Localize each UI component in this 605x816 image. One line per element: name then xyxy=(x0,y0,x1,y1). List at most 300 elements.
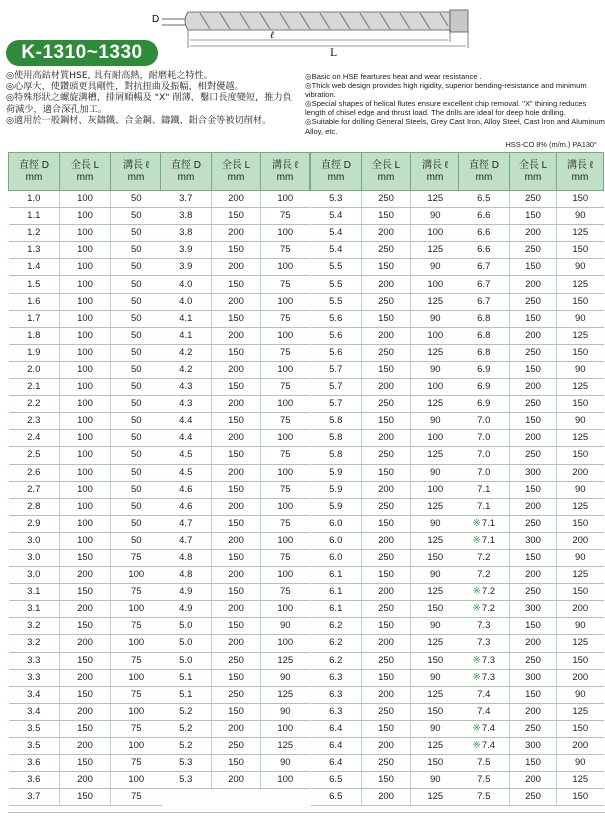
table-row xyxy=(311,601,460,618)
bottom-divider xyxy=(8,812,605,813)
cell-flute-length: 100 xyxy=(261,464,310,481)
cell-flute-length: 75 xyxy=(111,789,162,806)
description-english xyxy=(305,72,605,136)
cell-diameter: 2.9 xyxy=(9,515,60,532)
cell-flute-length: 90 xyxy=(411,464,460,481)
table-row xyxy=(459,549,604,566)
cell-flute-length: 75 xyxy=(261,515,310,532)
cell-diameter: 7.2 xyxy=(459,549,510,566)
cell-flute-length: 200 xyxy=(557,669,604,686)
cell-flute-length: 90 xyxy=(411,310,460,327)
cell-diameter: 4.6 xyxy=(161,498,212,515)
header-flute-length: 溝長 ℓ mm xyxy=(411,153,460,191)
cell-total-length: 100 xyxy=(60,532,111,549)
cell-diameter: 4.7 xyxy=(161,515,212,532)
cell-diameter: 2.6 xyxy=(9,464,60,481)
cell-diameter: 1.0 xyxy=(9,191,60,208)
table-row xyxy=(311,208,460,225)
table-row xyxy=(311,755,460,772)
cell-total-length: 200 xyxy=(510,225,557,242)
table-row xyxy=(459,481,604,498)
cell-diameter: 3.0 xyxy=(9,532,60,549)
cell-diameter: 6.3 xyxy=(311,703,362,720)
cell-diameter: 5.3 xyxy=(161,755,212,772)
cell-total-length: 250 xyxy=(510,293,557,310)
table-row xyxy=(459,669,604,686)
table-row xyxy=(161,669,310,686)
table-row xyxy=(311,259,460,276)
table-row xyxy=(459,686,604,703)
cell-total-length: 150 xyxy=(60,686,111,703)
cell-flute-length: 90 xyxy=(557,549,604,566)
cell-flute-length: 90 xyxy=(261,703,310,720)
material-spec: HSS-CO 8% (m/m.) PA130° xyxy=(505,140,597,149)
table-row xyxy=(311,498,460,515)
cell-total-length: 100 xyxy=(60,379,111,396)
cell-diameter: 6.1 xyxy=(311,567,362,584)
cell-flute-length: 90 xyxy=(557,259,604,276)
cell-total-length: 300 xyxy=(510,464,557,481)
cell-total-length: 250 xyxy=(362,191,411,208)
cell-flute-length: 125 xyxy=(411,396,460,413)
cell-total-length: 150 xyxy=(510,549,557,566)
cell-flute-length: 200 xyxy=(557,738,604,755)
cell-flute-length: 200 xyxy=(557,532,604,549)
cell-flute-length: 90 xyxy=(557,361,604,378)
cell-flute-length: 75 xyxy=(111,549,162,566)
table-row xyxy=(9,379,162,396)
cell-flute-length: 75 xyxy=(261,481,310,498)
cell-total-length: 250 xyxy=(362,447,411,464)
table-row xyxy=(9,498,162,515)
cell-diameter: 3.9 xyxy=(161,242,212,259)
size-table-4 xyxy=(458,152,604,806)
table-row xyxy=(459,515,604,532)
cell-flute-length: 150 xyxy=(411,703,460,720)
cell-flute-length: 90 xyxy=(411,259,460,276)
cell-diameter: 5.3 xyxy=(311,191,362,208)
table-row xyxy=(459,396,604,413)
table-row xyxy=(161,208,310,225)
cell-diameter: 4.5 xyxy=(161,447,212,464)
cell-flute-length: 90 xyxy=(411,772,460,789)
table-row xyxy=(161,259,310,276)
cell-flute-length: 100 xyxy=(261,225,310,242)
cell-diameter: 2.1 xyxy=(9,379,60,396)
table-row xyxy=(459,413,604,430)
header-diameter: 直徑 D mm xyxy=(161,153,212,191)
table-row xyxy=(9,361,162,378)
cell-total-length: 100 xyxy=(60,259,111,276)
table-row xyxy=(9,464,162,481)
table-row xyxy=(459,584,604,601)
table-row xyxy=(311,686,460,703)
cell-diameter: 4.1 xyxy=(161,327,212,344)
cell-total-length: 150 xyxy=(510,259,557,276)
table-row xyxy=(161,344,310,361)
cell-flute-length: 150 xyxy=(557,293,604,310)
table-row xyxy=(161,618,310,635)
cell-diameter: 1.7 xyxy=(9,310,60,327)
cell-diameter: 2.8 xyxy=(9,498,60,515)
cell-total-length: 150 xyxy=(510,618,557,635)
cell-flute-length: 125 xyxy=(411,635,460,652)
cell-total-length: 200 xyxy=(510,498,557,515)
cell-flute-length: 150 xyxy=(557,584,604,601)
cell-flute-length: 125 xyxy=(261,652,310,669)
table-row xyxy=(9,310,162,327)
table-row xyxy=(161,242,310,259)
cell-total-length: 250 xyxy=(510,652,557,669)
cell-flute-length: 75 xyxy=(261,549,310,566)
cell-total-length: 100 xyxy=(60,361,111,378)
header-total-length: 全長 L mm xyxy=(212,153,261,191)
cell-total-length: 100 xyxy=(60,327,111,344)
table-row xyxy=(311,293,460,310)
cell-diameter: 4.4 xyxy=(161,413,212,430)
table-row xyxy=(9,618,162,635)
cell-total-length: 200 xyxy=(212,293,261,310)
cell-flute-length: 90 xyxy=(261,618,310,635)
cell-total-length: 150 xyxy=(362,515,411,532)
cell-diameter: 5.9 xyxy=(311,481,362,498)
table-row xyxy=(459,361,604,378)
cell-diameter: 3.5 xyxy=(9,720,60,737)
desc-en-line: ◎Thick web design provides high rigidity, superior bending-resistance and minimum vibration. xyxy=(305,81,587,100)
cell-total-length: 250 xyxy=(510,584,557,601)
cell-flute-length: 100 xyxy=(261,772,310,789)
cell-total-length: 200 xyxy=(510,772,557,789)
table-row xyxy=(311,652,460,669)
cell-diameter: 3.2 xyxy=(9,618,60,635)
cell-total-length: 200 xyxy=(60,635,111,652)
cell-total-length: 150 xyxy=(60,789,111,806)
cell-diameter: 5.6 xyxy=(311,327,362,344)
cell-diameter: 3.4 xyxy=(9,686,60,703)
cell-flute-length: 50 xyxy=(111,481,162,498)
cell-diameter: 4.1 xyxy=(161,310,212,327)
cell-diameter: 6.5 xyxy=(459,191,510,208)
cell-diameter: 6.1 xyxy=(311,601,362,618)
cell-total-length: 250 xyxy=(362,601,411,618)
cell-total-length: 250 xyxy=(212,738,261,755)
size-table-1 xyxy=(8,152,162,806)
cell-flute-length: 100 xyxy=(111,772,162,789)
cell-total-length: 150 xyxy=(60,652,111,669)
cell-total-length: 200 xyxy=(60,669,111,686)
cell-total-length: 250 xyxy=(510,344,557,361)
table-row xyxy=(9,601,162,618)
cell-total-length: 200 xyxy=(510,430,557,447)
desc-zh-line: ◎適用於一般鋼材、灰鑄鐵、合金鋼、鑄鐵、鋁合金等被切削材。 xyxy=(6,114,272,126)
table-row xyxy=(459,635,604,652)
special-mark-icon: ※ xyxy=(472,603,481,615)
cell-diameter: 1.6 xyxy=(9,293,60,310)
cell-diameter: 4.9 xyxy=(161,584,212,601)
desc-en-line: ◎Suitable for drilling General Steels, Grey Cast Iron, Alloy Steel, Cast Iron and Aluminum Alloy, etc. xyxy=(305,117,605,136)
cell-flute-length: 125 xyxy=(557,327,604,344)
cell-diameter: 7.2 xyxy=(459,567,510,584)
cell-flute-length: 100 xyxy=(261,720,310,737)
cell-flute-length: 100 xyxy=(261,327,310,344)
cell-flute-length: 100 xyxy=(261,361,310,378)
desc-en-line: ◎Special shapes of helical flutes ensure excellent chip removal. "X" thining reduces length of chisel edge and thrust load. The drills are ideal for deep hole drilling. xyxy=(305,99,587,118)
table-row xyxy=(459,208,604,225)
cell-flute-length: 150 xyxy=(557,447,604,464)
cell-total-length: 150 xyxy=(362,259,411,276)
cell-total-length: 250 xyxy=(362,652,411,669)
cell-diameter: 7.4 xyxy=(459,703,510,720)
table-row xyxy=(9,327,162,344)
table-row xyxy=(161,720,310,737)
cell-diameter: 6.0 xyxy=(311,532,362,549)
cell-flute-length: 50 xyxy=(111,532,162,549)
cell-diameter: 6.6 xyxy=(459,225,510,242)
cell-flute-length: 90 xyxy=(411,669,460,686)
cell-total-length: 100 xyxy=(60,515,111,532)
table-row xyxy=(161,635,310,652)
cell-flute-length: 150 xyxy=(557,789,604,806)
cell-diameter: ※7.4 xyxy=(459,738,510,755)
cell-diameter: 3.8 xyxy=(161,225,212,242)
table-row xyxy=(311,430,460,447)
table-row xyxy=(161,532,310,549)
header-flute-length: 溝長 ℓ mm xyxy=(111,153,162,191)
table-row xyxy=(161,549,310,566)
table-row xyxy=(161,703,310,720)
cell-total-length: 200 xyxy=(60,703,111,720)
cell-diameter: 3.9 xyxy=(161,259,212,276)
cell-flute-length: 125 xyxy=(411,242,460,259)
cell-diameter: 6.0 xyxy=(311,515,362,532)
cell-total-length: 200 xyxy=(362,789,411,806)
table-row xyxy=(459,430,604,447)
cell-diameter: 5.3 xyxy=(161,772,212,789)
cell-flute-length: 125 xyxy=(557,498,604,515)
cell-total-length: 150 xyxy=(60,549,111,566)
cell-total-length: 200 xyxy=(362,225,411,242)
table-row xyxy=(311,396,460,413)
table-row xyxy=(459,772,604,789)
cell-diameter: 5.4 xyxy=(311,225,362,242)
cell-diameter: 7.3 xyxy=(459,635,510,652)
description-chinese xyxy=(6,70,296,126)
desc-zh-line: ◎心厚大，使鑽頭更具剛性，對抗扭曲及振幅，相對優越。 xyxy=(6,81,244,93)
table-row xyxy=(311,327,460,344)
cell-diameter: 7.0 xyxy=(459,413,510,430)
header-flute-length: 溝長 ℓ mm xyxy=(261,153,310,191)
cell-diameter: 5.5 xyxy=(311,259,362,276)
table-row xyxy=(9,208,162,225)
cell-flute-length: 90 xyxy=(411,413,460,430)
cell-diameter: 2.0 xyxy=(9,361,60,378)
cell-flute-length: 90 xyxy=(411,567,460,584)
cell-total-length: 150 xyxy=(212,413,261,430)
cell-diameter: 6.5 xyxy=(311,772,362,789)
table-row xyxy=(311,515,460,532)
table-row xyxy=(459,293,604,310)
cell-total-length: 200 xyxy=(212,327,261,344)
cell-total-length: 150 xyxy=(510,481,557,498)
cell-diameter: 6.7 xyxy=(459,293,510,310)
cell-total-length: 200 xyxy=(212,567,261,584)
cell-flute-length: 100 xyxy=(111,635,162,652)
table-row xyxy=(9,549,162,566)
cell-flute-length: 90 xyxy=(557,310,604,327)
cell-total-length: 200 xyxy=(510,379,557,396)
table-row xyxy=(311,379,460,396)
cell-flute-length: 125 xyxy=(411,293,460,310)
cell-diameter: 7.1 xyxy=(459,481,510,498)
table-row xyxy=(9,191,162,208)
cell-flute-length: 90 xyxy=(411,720,460,737)
cell-diameter: 6.1 xyxy=(311,584,362,601)
cell-flute-length: 90 xyxy=(557,686,604,703)
cell-diameter: 6.0 xyxy=(311,549,362,566)
cell-flute-length: 200 xyxy=(557,464,604,481)
cell-total-length: 150 xyxy=(212,379,261,396)
cell-diameter: 6.4 xyxy=(311,738,362,755)
cell-diameter: 5.2 xyxy=(161,720,212,737)
table-row xyxy=(459,567,604,584)
cell-flute-length: 50 xyxy=(111,344,162,361)
cell-flute-length: 75 xyxy=(111,584,162,601)
cell-total-length: 200 xyxy=(212,464,261,481)
cell-diameter: 5.6 xyxy=(311,344,362,361)
table-row xyxy=(459,601,604,618)
table-row xyxy=(459,344,604,361)
cell-diameter: 4.6 xyxy=(161,481,212,498)
cell-flute-length: 150 xyxy=(411,652,460,669)
cell-flute-length: 75 xyxy=(261,379,310,396)
cell-diameter: 6.9 xyxy=(459,396,510,413)
cell-flute-length: 150 xyxy=(411,755,460,772)
table-row xyxy=(311,447,460,464)
cell-total-length: 100 xyxy=(60,498,111,515)
table-row xyxy=(311,703,460,720)
table-row xyxy=(161,430,310,447)
table-row xyxy=(459,327,604,344)
cell-flute-length: 150 xyxy=(411,601,460,618)
cell-total-length: 200 xyxy=(212,396,261,413)
table-row xyxy=(161,361,310,378)
cell-total-length: 250 xyxy=(510,191,557,208)
table-row xyxy=(9,669,162,686)
cell-flute-length: 150 xyxy=(557,515,604,532)
table-row xyxy=(9,396,162,413)
cell-flute-length: 90 xyxy=(261,669,310,686)
cell-diameter: 7.3 xyxy=(459,618,510,635)
cell-total-length: 150 xyxy=(362,413,411,430)
cell-flute-length: 50 xyxy=(111,191,162,208)
cell-total-length: 200 xyxy=(362,481,411,498)
cell-flute-length: 50 xyxy=(111,310,162,327)
table-row xyxy=(9,447,162,464)
cell-flute-length: 100 xyxy=(411,481,460,498)
cell-flute-length: 125 xyxy=(411,447,460,464)
table-row xyxy=(9,738,162,755)
cell-flute-length: 90 xyxy=(557,208,604,225)
table-row xyxy=(161,498,310,515)
cell-diameter: 7.5 xyxy=(459,789,510,806)
table-row xyxy=(311,669,460,686)
table-row xyxy=(9,225,162,242)
cell-flute-length: 50 xyxy=(111,413,162,430)
table-row xyxy=(161,464,310,481)
cell-total-length: 150 xyxy=(60,755,111,772)
cell-total-length: 200 xyxy=(362,635,411,652)
table-row xyxy=(161,515,310,532)
cell-diameter: 7.4 xyxy=(459,686,510,703)
cell-flute-length: 75 xyxy=(261,413,310,430)
cell-diameter: 4.8 xyxy=(161,567,212,584)
cell-flute-length: 50 xyxy=(111,464,162,481)
cell-flute-length: 125 xyxy=(261,738,310,755)
cell-diameter: ※7.2 xyxy=(459,584,510,601)
table-row xyxy=(459,618,604,635)
table-row xyxy=(9,430,162,447)
table-row xyxy=(161,225,310,242)
cell-total-length: 200 xyxy=(212,635,261,652)
cell-diameter: 3.6 xyxy=(9,772,60,789)
cell-total-length: 250 xyxy=(362,703,411,720)
cell-flute-length: 125 xyxy=(411,789,460,806)
cell-flute-length: 100 xyxy=(411,430,460,447)
cell-flute-length: 50 xyxy=(111,242,162,259)
cell-diameter: ※7.4 xyxy=(459,720,510,737)
table-row xyxy=(311,532,460,549)
table-row xyxy=(9,481,162,498)
table-row xyxy=(311,720,460,737)
cell-flute-length: 125 xyxy=(411,738,460,755)
cell-diameter: 3.7 xyxy=(161,191,212,208)
table-row xyxy=(161,567,310,584)
cell-total-length: 150 xyxy=(362,310,411,327)
cell-diameter: 4.0 xyxy=(161,293,212,310)
cell-total-length: 250 xyxy=(212,652,261,669)
cell-total-length: 200 xyxy=(510,276,557,293)
header-total-length: 全長 L mm xyxy=(510,153,557,191)
cell-diameter: 4.7 xyxy=(161,532,212,549)
cell-diameter: 6.7 xyxy=(459,259,510,276)
table-row xyxy=(459,310,604,327)
table-row xyxy=(459,532,604,549)
table-row xyxy=(161,396,310,413)
cell-flute-length: 50 xyxy=(111,361,162,378)
cell-total-length: 200 xyxy=(362,327,411,344)
table-row xyxy=(161,276,310,293)
table-row xyxy=(161,601,310,618)
table-row xyxy=(9,789,162,806)
cell-diameter: 3.1 xyxy=(9,584,60,601)
cell-total-length: 150 xyxy=(212,515,261,532)
table-row xyxy=(9,259,162,276)
cell-total-length: 250 xyxy=(362,755,411,772)
cell-flute-length: 100 xyxy=(261,601,310,618)
table-row xyxy=(311,635,460,652)
cell-total-length: 300 xyxy=(510,601,557,618)
special-mark-icon: ※ xyxy=(472,740,481,752)
cell-total-length: 150 xyxy=(60,584,111,601)
cell-flute-length: 150 xyxy=(557,652,604,669)
table-row xyxy=(459,703,604,720)
cell-diameter: 6.8 xyxy=(459,310,510,327)
cell-flute-length: 90 xyxy=(261,755,310,772)
cell-total-length: 150 xyxy=(212,208,261,225)
special-mark-icon: ※ xyxy=(472,586,481,598)
cell-flute-length: 100 xyxy=(411,276,460,293)
cell-diameter: 7.5 xyxy=(459,755,510,772)
